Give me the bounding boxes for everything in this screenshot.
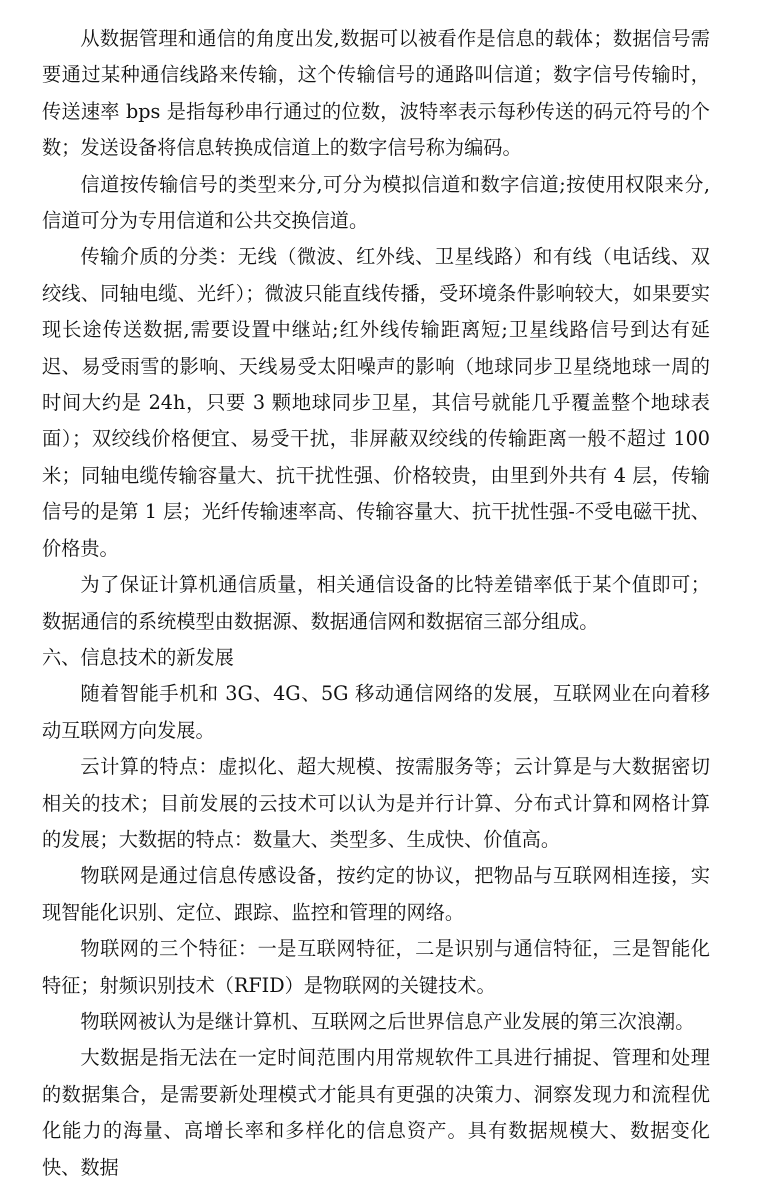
paragraph-iot-definition: 物联网是通过信息传感设备，按约定的协议，把物品与互联网相连接，实现智能化识别、定位、跟踪、监控和管理的网络。 bbox=[42, 864, 710, 924]
paragraph-transmission-media: 传输介质的分类：无线（微波、红外线、卫星线路）和有线（电话线、双绞线、同轴电缆、光纤）；微波只能直线传播，受环境条件影响较大，如果要实现长途传送数据,需要设置中继站;红外线传输距离短;卫星线路信号到达有延迟、易受雨雪的影响、天线易受太阳噪声的影响（地球同步卫星绕地球一周的时间大约是 24h，只要 3 颗地球同步卫星，其信号就能几乎覆盖整个地球表面）；双绞线价格便宜、易受干扰，非屏蔽双绞线的传输距离一般不超过 100 米；同轴电缆传输容量大、抗干扰性强、价格较贵，由里到外共有 4 层，传输信号的是第 1 层；光纤传输速率高、传输容量大、抗干扰性强-不受电磁干扰、价格贵。 bbox=[42, 245, 710, 560]
paragraph-iot-features: 物联网的三个特征：一是互联网特征，二是识别与通信特征，三是智能化特征；射频识别技术（RFID）是物联网的关键技术。 bbox=[42, 937, 710, 997]
section-heading: 六、信息技术的新发展 bbox=[42, 645, 234, 669]
paragraph-iot-wave: 物联网被认为是继计算机、互联网之后世界信息产业发展的第三次浪潮。 bbox=[80, 1009, 695, 1033]
paragraph-data-transmission: 从数据管理和通信的角度出发,数据可以被看作是信息的载体；数据信号需要通过某种通信线路来传输，这个传输信号的通路叫信道；数字信号传输时，传送速率 bps 是指每秒串行通过的位数，波特率表示每秒传送的码元符号的个数；发送设备将信息转换成信道上的数字信号称为编码。 bbox=[42, 27, 710, 160]
document-page bbox=[42, 21, 710, 1186]
paragraph-mobile-internet: 随着智能手机和 3G、4G、5G 移动通信网络的发展，互联网业在向着移动互联网方向发展。 bbox=[42, 682, 710, 742]
paragraph-cloud-computing: 云计算的特点：虚拟化、超大规模、按需服务等；云计算是与大数据密切相关的技术；目前发展的云技术可以认为是并行计算、分布式计算和网格计算的发展；大数据的特点：数量大、类型多、生成快、价值高。 bbox=[42, 755, 710, 851]
paragraph-big-data: 大数据是指无法在一定时间范围内用常规软件工具进行捕捉、管理和处理的数据集合，是需要新处理模式才能具有更强的决策力、洞察发现力和流程优化能力的海量、高增长率和多样化的信息资产。具有数据规模大、数据变化快、数据 bbox=[42, 1046, 710, 1179]
paragraph-channel-types: 信道按传输信号的类型来分,可分为模拟信道和数字信道;按使用权限来分,信道可分为专用信道和公共交换信道。 bbox=[42, 172, 710, 233]
paragraph-communication-quality: 为了保证计算机通信质量，相关通信设备的比特差错率低于某个值即可；数据通信的系统模型由数据源、数据通信网和数据宿三部分组成。 bbox=[42, 573, 710, 633]
